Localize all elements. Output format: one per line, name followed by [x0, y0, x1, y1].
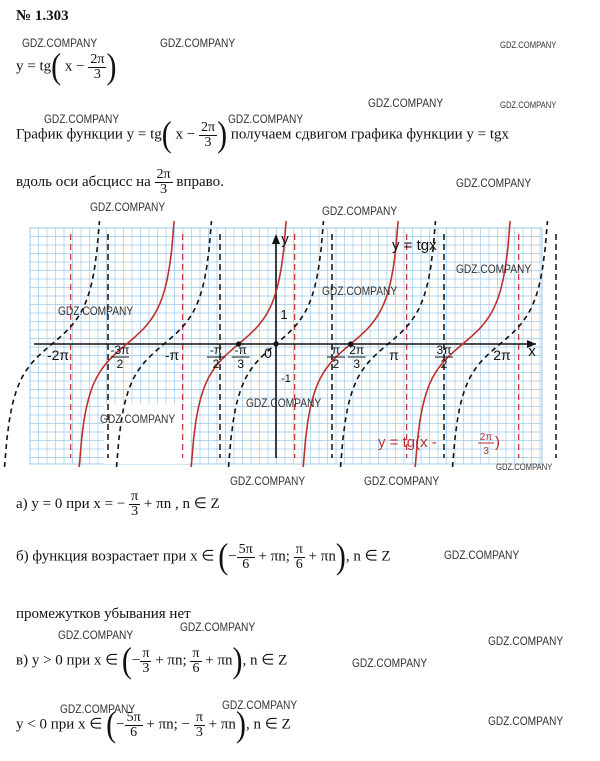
answer-d-mid: + πn; −	[146, 716, 191, 733]
label-shifted-num: 2π	[479, 432, 493, 443]
tick-label-x: 2π	[493, 347, 511, 363]
answer-b: б) функция возрастает при x ∈ (− $\frac{5\pi}{6}$ + πn; $\frac{\pi}{6}$ + πn), n ∈ Z	[16, 536, 391, 577]
watermark: GDZ.COMPANY	[44, 112, 120, 126]
answer-b-den1: 6	[242, 556, 250, 572]
explanation-shift-den: 3	[160, 182, 168, 197]
watermark: GDZ.COMPANY	[180, 620, 256, 634]
tick-label-y: 1	[280, 307, 288, 322]
watermark: GDZ.COMPANY	[500, 40, 557, 50]
axis-point	[273, 341, 278, 346]
explanation-part2: получаем сдвигом графика функции y = tgx	[230, 126, 510, 143]
explanation-x: x	[175, 126, 184, 143]
watermark: GDZ.COMPANY	[230, 474, 306, 488]
tick-label-y: -1	[281, 373, 291, 385]
answer-c-mid: + πn;	[155, 652, 187, 669]
answer-a-num: π	[131, 489, 139, 504]
tick-label-x: 2	[440, 357, 448, 371]
label-shifted: y = tg(x -	[378, 434, 437, 451]
watermark: GDZ.COMPANY	[58, 628, 134, 642]
tick-label-x: 2	[116, 357, 124, 371]
watermark: GDZ.COMPANY	[58, 304, 134, 318]
watermark: GDZ.COMPANY	[100, 412, 176, 426]
answer-c-suffix: + πn	[205, 652, 233, 669]
watermark: GDZ.COMPANY	[246, 396, 322, 410]
answer-b-num1: 5π	[238, 541, 253, 557]
formula: y = tg( x − $\frac{2\pi}{3}$ )	[16, 46, 117, 87]
watermark: GDZ.COMPANY	[496, 462, 553, 472]
watermark: GDZ.COMPANY	[488, 634, 564, 648]
tick-label-x: 2	[212, 357, 220, 371]
explanation-minus: −	[186, 126, 196, 143]
formula-num: 2π	[90, 51, 105, 67]
explanation-den: 3	[204, 134, 212, 150]
problem-number: № 1.303	[16, 8, 69, 24]
answer-b-tail: , n ∈ Z	[345, 548, 391, 565]
answer-c-prefix: в) y > 0 при x ∈	[16, 652, 119, 669]
watermark: GDZ.COMPANY	[364, 474, 440, 488]
tick-label-x: -π	[164, 347, 180, 363]
watermark: GDZ.COMPANY	[22, 36, 98, 50]
x-axis-label: x	[528, 343, 536, 360]
tick-label-x: π	[389, 347, 399, 363]
tick-label-x: -3π	[110, 343, 130, 357]
tick-label-x: 2	[332, 357, 340, 371]
watermark: GDZ.COMPANY	[368, 96, 444, 110]
answer-a-suffix: + πn , n ∈ Z	[143, 495, 220, 512]
watermark: GDZ.COMPANY	[60, 702, 136, 716]
formula-lhs: y = tg	[16, 58, 52, 75]
explanation-shift-num: 2π	[156, 167, 171, 182]
tick-label-x: π	[331, 343, 341, 357]
explanation-line2b: вправо.	[176, 173, 224, 190]
answer-d-num1: 5π	[126, 709, 141, 725]
answer-c: в) y > 0 при x ∈ (− $\frac{\pi}{3}$ + πn; $\frac{\pi}{6}$ + πn), n ∈ Z	[16, 640, 288, 681]
watermark: GDZ.COMPANY	[90, 200, 166, 214]
answer-b-prefix: б) функция возрастает при x ∈	[16, 548, 215, 565]
formula-x: x	[64, 58, 73, 75]
label-shifted-den: 3	[483, 446, 489, 457]
watermark: GDZ.COMPANY	[488, 714, 564, 728]
answer-c-tail: , n ∈ Z	[242, 652, 288, 669]
watermark: GDZ.COMPANY	[228, 112, 304, 126]
answer-a-prefix: а) y = 0 при x = −	[16, 495, 126, 512]
answer-d-prefix: y < 0 при x ∈	[16, 716, 103, 733]
answer-d-den1: 6	[130, 724, 138, 740]
watermark: GDZ.COMPANY	[352, 656, 428, 670]
tick-label-x: 0	[264, 345, 272, 361]
watermark: GDZ.COMPANY	[222, 698, 298, 712]
tick-label-x: -2π	[46, 347, 70, 363]
explanation-num: 2π	[201, 119, 216, 135]
label-tgx: y = tgx	[392, 237, 437, 254]
tick-label-x: 3	[353, 357, 361, 371]
tick-label-x: 2π	[349, 343, 365, 357]
watermark: GDZ.COMPANY	[160, 36, 236, 50]
formula-den: 3	[93, 66, 101, 82]
watermark: GDZ.COMPANY	[500, 100, 557, 110]
answer-b-den2: 6	[295, 556, 303, 572]
answer-d-suffix: + πn	[208, 716, 236, 733]
answer-a-den: 3	[131, 504, 139, 519]
answer-d: y < 0 при x ∈ (− $\frac{5\pi}{6}$ + πn; − $\frac{\pi}{3}$ + πn), n ∈ Z	[16, 704, 291, 745]
watermark: GDZ.COMPANY	[444, 548, 520, 562]
watermark: GDZ.COMPANY	[322, 204, 398, 218]
explanation-line2a: вдоль оси абсцисс на	[16, 173, 151, 190]
y-axis-label: y	[281, 231, 289, 248]
answer-c-num1: π	[142, 645, 150, 661]
answer-a	[16, 490, 220, 519]
label-shifted-close: )	[495, 434, 500, 451]
explanation-part1: График функции y = tg	[16, 126, 162, 143]
answer-d-num2: π	[195, 709, 203, 725]
watermark: GDZ.COMPANY	[456, 262, 532, 276]
watermark: GDZ.COMPANY	[322, 284, 398, 298]
answer-b-suffix: + πn	[308, 548, 336, 565]
answer-c-den2: 6	[192, 660, 200, 676]
answer-d-tail: , n ∈ Z	[245, 716, 291, 733]
tick-label-x: 3π	[436, 343, 452, 357]
tick-label-x: -π	[234, 343, 247, 357]
answer-c-den1: 3	[142, 660, 150, 676]
answer-b-num2: π	[295, 541, 303, 557]
tick-label-x: -π	[209, 343, 223, 357]
answer-c-num2: π	[192, 645, 200, 661]
decreasing-note: промежутков убывания нет	[16, 606, 191, 622]
watermark: GDZ.COMPANY	[456, 176, 532, 190]
explanation-line1: График функции y = tg( x − $\frac{2\pi}{3}$ ) получаем сдвигом графика функции y = tgx	[16, 114, 510, 155]
answer-b-mid: + πn;	[258, 548, 290, 565]
answer-d-den2: 3	[195, 724, 203, 740]
tick-label-x: 3	[237, 357, 245, 371]
formula-minus: −	[76, 58, 85, 75]
